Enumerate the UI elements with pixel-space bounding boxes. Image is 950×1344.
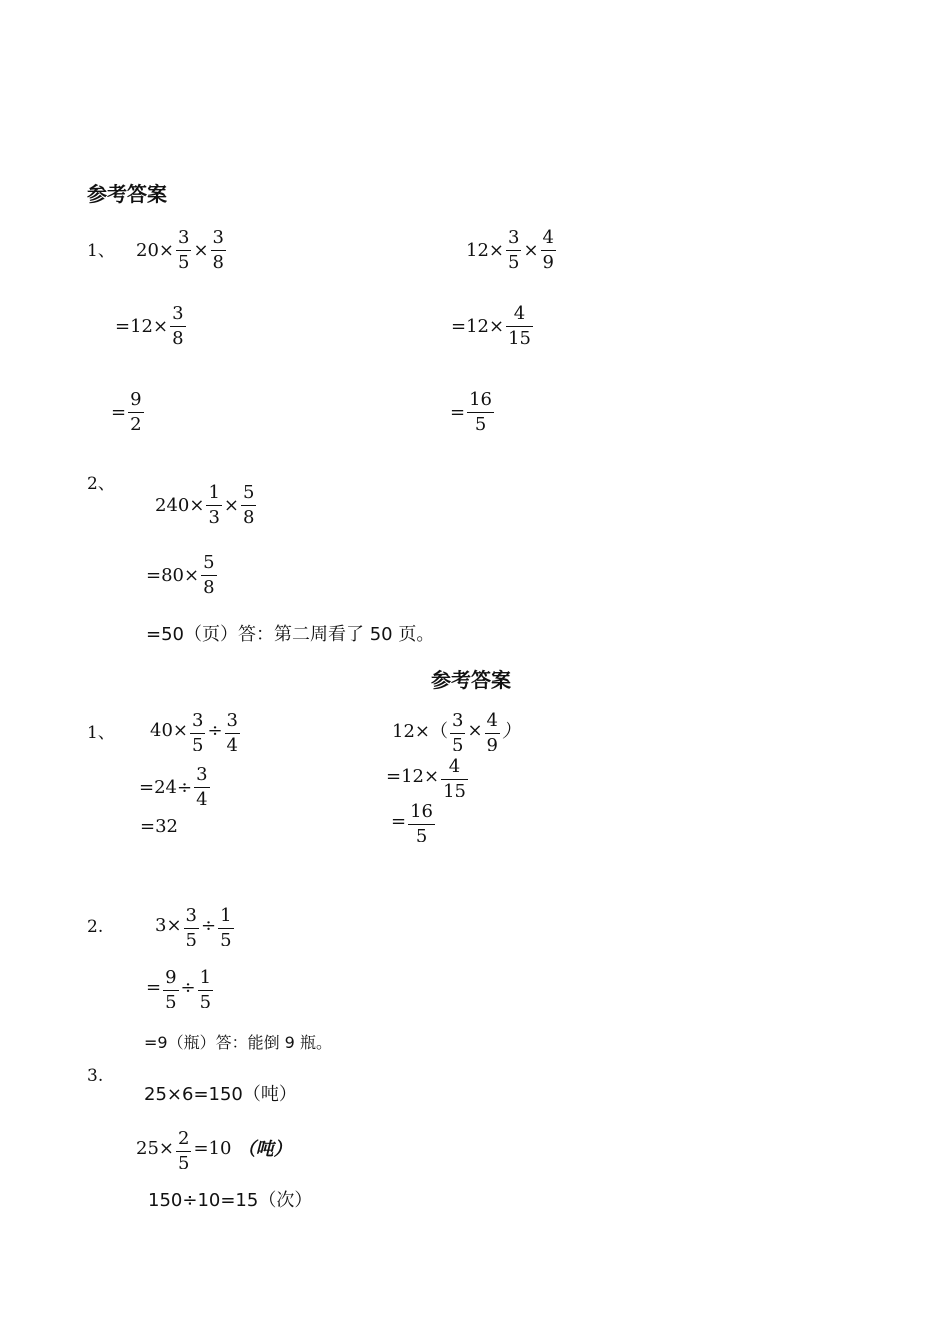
operator: × [467,719,483,741]
operator: ÷ [207,719,223,741]
expr-text: = [450,402,466,423]
fraction: $\frac{2}{5}$ [178,1128,190,1169]
operator: × [523,240,539,261]
s1-q1-left-line2 [115,302,188,351]
s2-q1-right-line3 [391,800,437,842]
fraction: $\frac{9}{2}$ [130,389,142,435]
expr-text: 240× [155,495,205,516]
fraction: $\frac{3}{4}$ [226,710,238,751]
s1-q1-right-line3 [450,388,496,437]
fraction: $\frac{3}{5}$ [192,710,204,751]
operator: × [223,495,239,516]
s2-q2-answer: =9（瓶）答：能倒 9 瓶。 [144,1033,332,1052]
expr-text: 40× [150,719,188,741]
answer-heading-1: 参考答案 [87,182,167,206]
s1-q1-right-line1 [466,226,558,275]
fraction: $\frac{3}{4}$ [196,764,208,810]
expr-text: 25× [136,1137,174,1159]
s2-q3-line3: 150÷10=15（次） [148,1190,313,1211]
expr-text: =12× [386,765,440,787]
question-1-label-2: 1、 [87,723,115,743]
s2-q1-left-line2 [139,763,212,812]
fraction: $\frac{1}{5}$ [220,905,232,946]
s1-q1-left-line3 [111,388,146,437]
s1-q1-left-line1 [136,226,228,275]
fraction: $\frac{3}{5}$ [508,227,520,273]
fraction: $\frac{16}{5}$ [469,389,492,435]
s2-q3-line1: 25×6=150（吨） [144,1084,297,1105]
s1-q2-answer: =50（页）答：第二周看了 50 页。 [146,624,435,645]
fraction: $\frac{5}{8}$ [203,552,215,598]
fraction: $\frac{3}{5}$ [178,227,190,273]
s2-q3-line2 [136,1127,291,1169]
operator: ÷ [180,976,196,998]
expr-text: 3× [155,914,182,936]
expr-text: =24÷ [139,777,193,798]
expr-text: 20× [136,240,174,261]
fraction: $\frac{3}{5}$ [185,905,197,946]
expr-text: 12×（ [392,721,448,742]
fraction: $\frac{1}{3}$ [208,482,220,528]
expr-text: =12× [451,316,505,337]
s2-q1-left-line3: =32 [140,816,178,837]
s1-q2-line1 [155,481,258,530]
operator: × [193,240,209,261]
operator: ÷ [201,914,217,936]
s2-q1-left-line1 [150,709,242,751]
s1-q2-line2 [146,551,219,600]
expr-text: =12× [115,316,169,337]
fraction: $\frac{3}{8}$ [172,303,184,349]
s2-q1-right-line2 [386,755,470,797]
fraction: $\frac{3}{8}$ [212,227,224,273]
fraction: $\frac{4}{15}$ [443,756,466,797]
fraction: $\frac{4}{15}$ [508,303,531,349]
expr-text: = [146,976,162,998]
question-2-label: 2、 [87,474,115,494]
s2-q1-right-line1 [392,709,520,751]
fraction: $\frac{3}{5}$ [452,710,464,751]
s1-q1-right-line2 [451,302,535,351]
expr-text: = [111,402,127,423]
fraction: $\frac{5}{8}$ [243,482,255,528]
fraction: $\frac{16}{5}$ [410,801,433,842]
fraction: $\frac{1}{5}$ [199,967,212,1008]
expr-text: =80× [146,565,200,586]
expr-text: ） [502,721,520,742]
s2-q2-line1 [155,904,236,946]
expr-text: = [391,810,407,832]
fraction: $\frac{9}{5}$ [165,967,177,1008]
unit-label: （吨） [237,1139,292,1160]
expr-text: 12× [466,240,504,261]
question-1-label: 1、 [87,241,115,261]
question-3-label: 3. [87,1066,104,1086]
fraction: $\frac{4}{9}$ [542,227,554,273]
expr-text: =10 [193,1137,232,1159]
answer-heading-2: 参考答案 [431,668,511,692]
question-2-label-2: 2. [87,917,104,937]
fraction: $\frac{4}{9}$ [486,710,498,751]
s2-q2-line2 [146,966,215,1008]
